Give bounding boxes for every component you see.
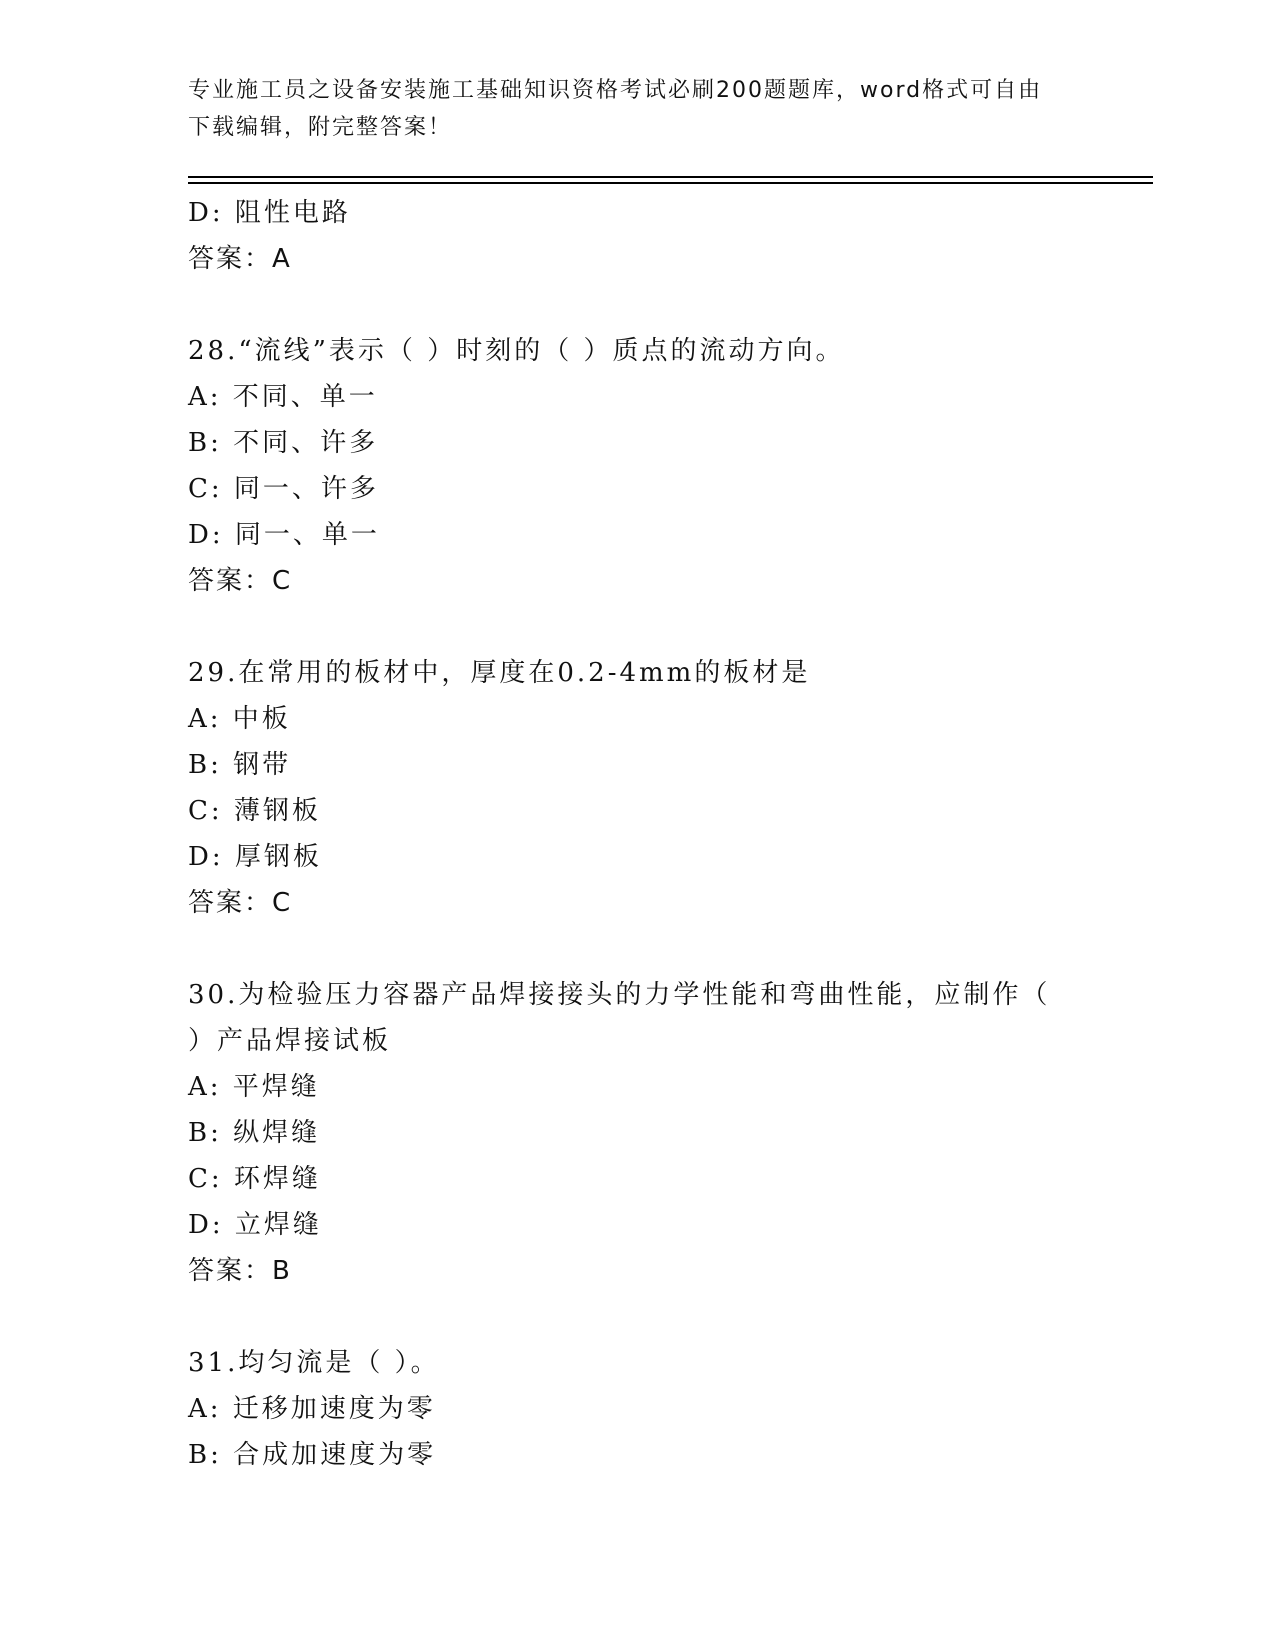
- answer-line: 答案：C: [188, 888, 293, 918]
- answer-line: 答案：A: [188, 244, 292, 274]
- question-content: [188, 190, 1068, 1478]
- question-28: [188, 328, 1068, 604]
- header-line-1: 专业施工员之设备安装施工基础知识资格考试必刷200题题库，word格式可自由: [188, 78, 1043, 103]
- document-header: [188, 72, 1068, 146]
- question-31: [188, 1340, 1068, 1478]
- header-line-2: 下载编辑，附完整答案！: [188, 115, 453, 140]
- spacer: [188, 1294, 1068, 1340]
- option-d: D: 同一、单一: [188, 520, 380, 550]
- option-b: B: 钢带: [188, 750, 292, 780]
- option-c: C: 薄钢板: [188, 796, 321, 826]
- option-c: C: 同一、许多: [188, 474, 379, 504]
- option-c: C: 环焊缝: [188, 1164, 321, 1194]
- question-stem: 29.在常用的板材中，厚度在0.2-4mm的板材是: [188, 658, 811, 688]
- option-b: B: 不同、许多: [188, 428, 379, 458]
- option-a: A: 不同、单一: [188, 382, 378, 412]
- option-d: D: 厚钢板: [188, 842, 322, 872]
- answer-line: 答案：B: [188, 1256, 292, 1286]
- spacer: [188, 604, 1068, 650]
- question-stem: 30.为检验压力容器产品焊接接头的力学性能和弯曲性能，应制作（: [188, 980, 1051, 1010]
- question-stem-continued: ）产品焊接试板: [188, 1026, 392, 1056]
- question-stem: 31.均匀流是（ ）。: [188, 1348, 440, 1378]
- option-a: A: 中板: [188, 704, 291, 734]
- question-29: [188, 650, 1068, 926]
- spacer: [188, 282, 1068, 328]
- option-d: D: 阻性电路: [188, 198, 351, 228]
- option-a: A: 迁移加速度为零: [188, 1394, 436, 1424]
- option-a: A: 平焊缝: [188, 1072, 320, 1102]
- question-30: [188, 972, 1068, 1294]
- spacer: [188, 926, 1068, 972]
- question-stem: 28.“流线”表示（ ）时刻的（ ）质点的流动方向。: [188, 336, 845, 366]
- option-b: B: 合成加速度为零: [188, 1440, 437, 1470]
- header-rule-bottom: [188, 182, 1153, 184]
- header-rule-top: [188, 176, 1153, 178]
- option-b: B: 纵焊缝: [188, 1118, 321, 1148]
- answer-line: 答案：C: [188, 566, 293, 596]
- option-d: D: 立焊缝: [188, 1210, 322, 1240]
